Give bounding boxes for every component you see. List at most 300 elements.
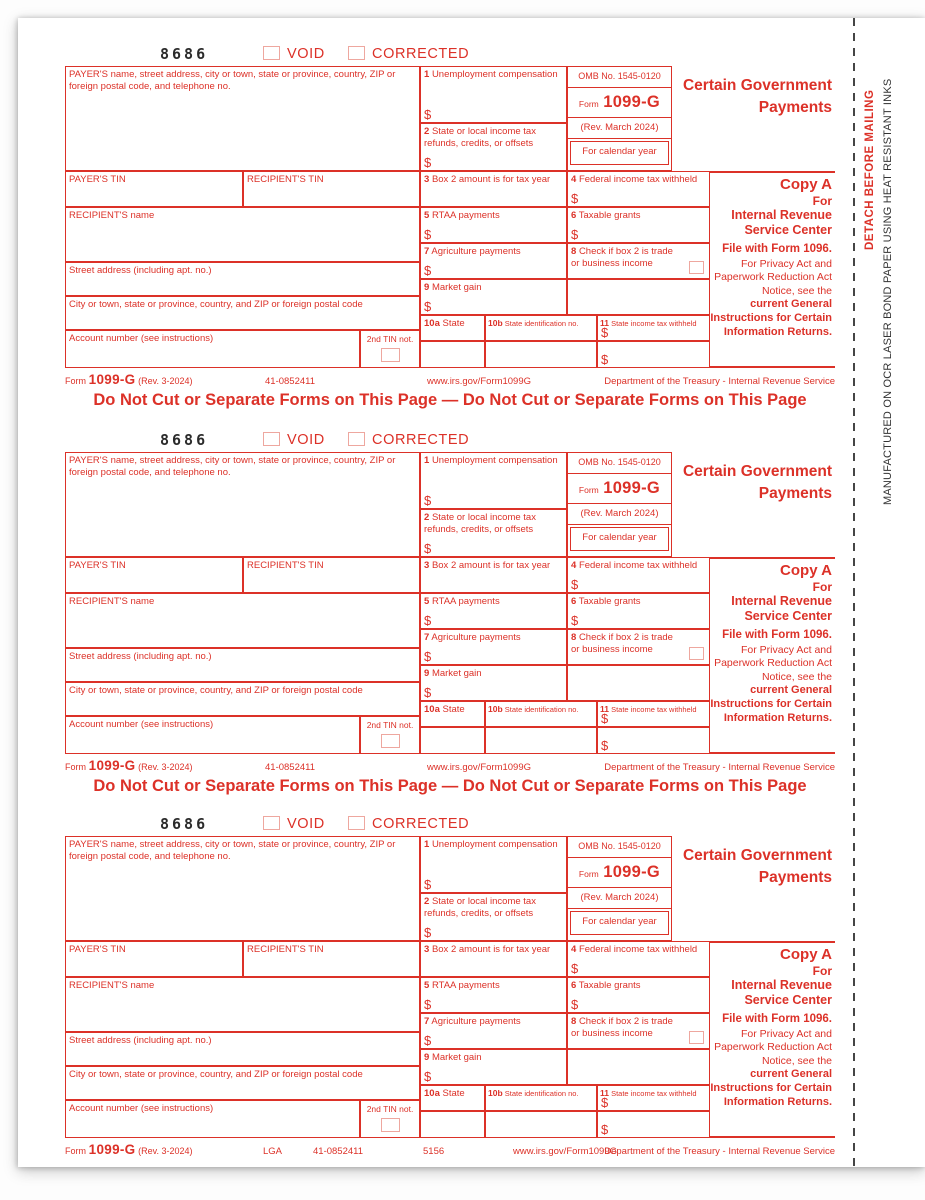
box-label: Federal income tax withheld — [578, 560, 698, 571]
form-grid — [65, 452, 835, 754]
form-title: Certain Government Payments — [682, 847, 832, 886]
box-10b-entry-cell — [485, 1111, 597, 1138]
calendar-year-box: For calendar year — [570, 141, 669, 165]
box-label-wrap — [421, 1014, 566, 1030]
box-num: 5 — [424, 596, 430, 607]
blank-cell — [567, 1049, 710, 1085]
box-3-tax-year — [420, 171, 567, 207]
box-label: State or local income tax refunds, credits, or offsets — [424, 512, 536, 535]
box-label: RTAA payments — [431, 980, 500, 991]
dollar-sign: $ — [601, 738, 609, 753]
corrected-label: CORRECTED — [372, 432, 470, 448]
payer-tin-box — [65, 557, 243, 593]
dollar-sign: $ — [601, 711, 609, 726]
box-label: State income tax withheld — [611, 1089, 697, 1098]
city-state-zip-box — [65, 682, 420, 716]
footer-revision: (Rev. 3-2024) — [138, 762, 193, 772]
box-label-wrap — [421, 1050, 566, 1066]
box-8-trade-business-income — [567, 1013, 710, 1049]
box-num: 2 — [424, 512, 430, 523]
box-label-wrap — [421, 453, 566, 469]
payer-tin-label: PAYER'S TIN — [69, 174, 126, 185]
box-10b-entry-cell — [485, 727, 597, 754]
box-label-wrap — [568, 942, 709, 958]
box-num: 4 — [571, 560, 577, 571]
box-num: 1 — [424, 455, 430, 466]
box-11-entry-cell — [597, 341, 710, 368]
dollar-sign: $ — [424, 493, 432, 508]
box-label-wrap — [486, 702, 596, 716]
box-num: 11 — [600, 318, 609, 328]
box-label: Box 2 amount is for tax year — [431, 944, 551, 955]
copy-a-block — [710, 941, 835, 1138]
ocr-form-code: 8686 — [160, 45, 209, 63]
recipient-tin-label: RECIPIENT'S TIN — [247, 560, 324, 571]
payer-info-label: PAYER'S name, street address, city or town, state or province, country, ZIP or foreign postal code, and telephone no. — [69, 839, 396, 862]
second-tin-box — [360, 1100, 420, 1138]
form-word: Form — [578, 869, 599, 879]
box-label-wrap — [568, 558, 709, 574]
form-number-block — [568, 88, 671, 118]
footer-control-number: 41-0852411 — [265, 376, 316, 387]
box-label: Unemployment compensation — [431, 455, 558, 466]
box-label-wrap — [421, 172, 566, 188]
box-10a-state — [420, 315, 485, 341]
dollar-sign: $ — [571, 577, 579, 592]
box-num: 7 — [424, 1016, 430, 1027]
copy-irs-center: Internal Revenue Service Center — [731, 978, 832, 1007]
form-1099g-copy-a — [65, 430, 835, 795]
second-tin-checkbox[interactable] — [381, 348, 400, 362]
box-label: Taxable grants — [578, 980, 641, 991]
corrected-checkbox[interactable] — [348, 46, 365, 60]
footer-form-number: 1099-G — [88, 1142, 136, 1157]
footer-form-id — [65, 372, 192, 387]
second-tin-box — [360, 716, 420, 754]
omb-block — [567, 66, 672, 171]
box-num: 10a — [424, 1088, 440, 1099]
box-10a-entry-cell — [420, 727, 485, 754]
box-10b-state-id — [485, 315, 597, 341]
payer-tin-box — [65, 941, 243, 977]
recipient-name-label: RECIPIENT'S name — [69, 980, 155, 991]
dollar-sign: $ — [424, 263, 432, 278]
box-num: 1 — [424, 69, 430, 80]
box-num: 10a — [424, 704, 440, 715]
footer-form-id — [65, 758, 192, 773]
recipient-name-box — [65, 207, 420, 262]
box-num: 3 — [424, 174, 430, 185]
footer-department: Department of the Treasury - Internal Revenue Service — [604, 376, 835, 387]
box-9-market-gain — [420, 665, 567, 701]
box-num: 3 — [424, 560, 430, 571]
account-number-box — [65, 1100, 360, 1138]
box-num: 10b — [488, 1088, 503, 1098]
dollar-sign: $ — [601, 325, 609, 340]
city-state-zip-box — [65, 296, 420, 330]
footer-form-id — [65, 1142, 192, 1157]
copy-a-title: Copy A — [780, 562, 832, 579]
ocr-form-code: 8686 — [160, 431, 209, 449]
footer-form-number: 1099-G — [88, 372, 136, 387]
box-8-checkbox[interactable] — [689, 261, 704, 274]
box-6-taxable-grants — [567, 977, 710, 1013]
void-field — [263, 431, 325, 449]
box-label: Box 2 amount is for tax year — [431, 174, 551, 185]
box-label-wrap — [598, 316, 709, 330]
box-4-federal-tax-withheld — [567, 171, 710, 207]
box-label-wrap — [421, 942, 566, 958]
box-label: Agriculture payments — [431, 1016, 521, 1027]
dollar-sign: $ — [424, 877, 432, 892]
box-label-wrap — [421, 702, 484, 718]
box-label-wrap — [421, 208, 566, 224]
corrected-checkbox[interactable] — [348, 432, 365, 446]
dollar-sign: $ — [424, 1033, 432, 1048]
footer-code: 5156 — [423, 1146, 445, 1157]
box-label: State identification no. — [504, 319, 579, 328]
dollar-sign: $ — [424, 685, 432, 700]
form-title: Certain Government Payments — [682, 77, 832, 116]
box-7-agriculture-payments — [420, 1013, 567, 1049]
box-8-trade-business-income — [567, 243, 710, 279]
box-7-agriculture-payments — [420, 629, 567, 665]
box-label: State identification no. — [504, 1089, 579, 1098]
box-10a-state — [420, 1085, 485, 1111]
form-header — [65, 814, 835, 836]
box-label: State — [442, 704, 465, 715]
box-label: State identification no. — [504, 705, 579, 714]
form-number-block — [568, 858, 671, 888]
copy-privacy-note: For Privacy Act and Paperwork Reduction Act Notice, see the — [714, 1028, 832, 1067]
box-label: RTAA payments — [431, 596, 500, 607]
footer-revision: (Rev. 3-2024) — [138, 376, 193, 386]
box-6-taxable-grants — [567, 207, 710, 243]
box-label-wrap — [421, 1086, 484, 1102]
copy-irs-center: Internal Revenue Service Center — [731, 208, 832, 237]
corrected-label: CORRECTED — [372, 46, 470, 62]
box-label: Unemployment compensation — [431, 839, 558, 850]
dollar-sign: $ — [571, 613, 579, 628]
form-grid — [65, 836, 835, 1138]
do-not-cut-separator: Do Not Cut or Separate Forms on This Page — Do Not Cut or Separate Forms on This Page — [93, 391, 807, 409]
calendar-year-box: For calendar year — [570, 911, 669, 935]
dollar-sign: $ — [601, 352, 609, 367]
footer-revision: (Rev. 3-2024) — [138, 1146, 193, 1156]
calendar-year-box: For calendar year — [570, 527, 669, 551]
box-label: Agriculture payments — [431, 632, 521, 643]
box-9-market-gain — [420, 1049, 567, 1085]
box-label: Unemployment compensation — [431, 69, 558, 80]
box-label-wrap — [421, 244, 566, 260]
account-number-label: Account number (see instructions) — [69, 719, 214, 730]
box-4-federal-tax-withheld — [567, 557, 710, 593]
dollar-sign: $ — [424, 649, 432, 664]
second-tin-label: 2nd TIN not. — [366, 1104, 414, 1114]
box-label-wrap — [568, 172, 709, 188]
box-num: 8 — [571, 1016, 577, 1027]
footer-form-number: 1099-G — [88, 758, 136, 773]
box-num: 9 — [424, 668, 430, 679]
street-address-label: Street address (including apt. no.) — [69, 1035, 212, 1046]
corrected-field — [348, 431, 469, 449]
box-7-agriculture-payments — [420, 243, 567, 279]
box-label: State income tax withheld — [611, 319, 697, 328]
box-8-checkbox[interactable] — [689, 1031, 704, 1044]
box-2-state-local-refunds — [420, 123, 567, 171]
box-num: 7 — [424, 632, 430, 643]
footer-department: Department of the Treasury - Internal Revenue Service — [604, 1146, 835, 1157]
box-label: Market gain — [431, 668, 482, 679]
payer-info-label: PAYER'S name, street address, city or town, state or province, country, ZIP or foreign postal code, and telephone no. — [69, 69, 396, 92]
city-state-zip-label: City or town, state or province, country, and ZIP or foreign postal code — [69, 299, 363, 310]
dollar-sign: $ — [424, 997, 432, 1012]
void-label: VOID — [287, 816, 325, 832]
box-label: State — [442, 318, 465, 329]
box-label-wrap — [568, 630, 709, 657]
box-10a-entry-cell — [420, 341, 485, 368]
corrected-label: CORRECTED — [372, 816, 470, 832]
box-num: 11 — [600, 1088, 609, 1098]
footer-irs-url: www.irs.gov/Form1099G — [427, 762, 532, 773]
second-tin-box — [360, 330, 420, 368]
box-10b-state-id — [485, 701, 597, 727]
box-label-wrap — [421, 510, 566, 537]
box-label-wrap — [568, 208, 709, 224]
payer-tin-label: PAYER'S TIN — [69, 560, 126, 571]
box-10a-entry-cell — [420, 1111, 485, 1138]
recipient-name-label: RECIPIENT'S name — [69, 596, 155, 607]
omb-number: OMB No. 1545-0120 — [568, 67, 671, 88]
box-label-wrap — [421, 280, 566, 296]
box-label: Check if box 2 is trade or business income — [571, 246, 673, 269]
box-label-wrap — [486, 1086, 596, 1100]
box-label-wrap — [421, 558, 566, 574]
box-label-wrap — [598, 702, 709, 716]
box-label: Agriculture payments — [431, 246, 521, 257]
box-num: 1 — [424, 839, 430, 850]
city-state-zip-box — [65, 1066, 420, 1100]
account-number-box — [65, 330, 360, 368]
city-state-zip-label: City or town, state or province, country, and ZIP or foreign postal code — [69, 1069, 363, 1080]
box-label-wrap — [421, 894, 566, 921]
revision-label: (Rev. March 2024) — [568, 888, 671, 909]
box-label-wrap — [568, 244, 709, 271]
dollar-sign: $ — [571, 191, 579, 206]
revision-label: (Rev. March 2024) — [568, 504, 671, 525]
street-address-box — [65, 262, 420, 296]
dollar-sign: $ — [424, 613, 432, 628]
copy-a-title: Copy A — [780, 946, 832, 963]
box-label-wrap — [421, 67, 566, 83]
account-number-label: Account number (see instructions) — [69, 1103, 214, 1114]
recipient-tin-box — [243, 557, 420, 593]
box-num: 8 — [571, 246, 577, 257]
box-10a-state — [420, 701, 485, 727]
dollar-sign: $ — [571, 227, 579, 242]
box-11-state-tax-withheld — [597, 701, 710, 727]
box-num: 10a — [424, 318, 440, 329]
revision-label: (Rev. March 2024) — [568, 118, 671, 139]
box-label: State or local income tax refunds, credits, or offsets — [424, 896, 536, 919]
recipient-name-label: RECIPIENT'S name — [69, 210, 155, 221]
recipient-name-box — [65, 977, 420, 1032]
city-state-zip-label: City or town, state or province, country, and ZIP or foreign postal code — [69, 685, 363, 696]
omb-block — [567, 452, 672, 557]
box-2-state-local-refunds — [420, 893, 567, 941]
street-address-box — [65, 648, 420, 682]
corrected-field — [348, 815, 469, 833]
void-checkbox[interactable] — [263, 432, 280, 446]
box-label: Box 2 amount is for tax year — [431, 560, 551, 571]
omb-block — [567, 836, 672, 941]
detach-before-mailing-note: DETACH BEFORE MAILING — [864, 89, 876, 250]
second-tin-checkbox[interactable] — [381, 734, 400, 748]
void-checkbox[interactable] — [263, 816, 280, 830]
box-11-entry-cell — [597, 1111, 710, 1138]
box-5-rtaa-payments — [420, 207, 567, 243]
box-label-wrap — [421, 666, 566, 682]
box-1-unemployment-compensation — [420, 66, 567, 123]
box-label: Federal income tax withheld — [578, 944, 698, 955]
recipient-name-box — [65, 593, 420, 648]
copy-a-block — [710, 171, 835, 368]
dollar-sign: $ — [424, 541, 432, 556]
void-field — [263, 815, 325, 833]
box-10b-state-id — [485, 1085, 597, 1111]
box-num: 5 — [424, 980, 430, 991]
box-11-state-tax-withheld — [597, 1085, 710, 1111]
second-tin-checkbox[interactable] — [381, 1118, 400, 1132]
payer-info-box — [65, 836, 420, 941]
box-num: 10b — [488, 318, 503, 328]
copy-for: For — [812, 194, 832, 208]
box-num: 3 — [424, 944, 430, 955]
void-label: VOID — [287, 46, 325, 62]
copy-privacy-note: For Privacy Act and Paperwork Reduction Act Notice, see the — [714, 644, 832, 683]
box-1-unemployment-compensation — [420, 452, 567, 509]
box-label: Federal income tax withheld — [578, 174, 698, 185]
perforation-line — [853, 18, 855, 1167]
copy-general-instructions: current General Instructions for Certain Information Returns. — [710, 683, 832, 724]
void-checkbox[interactable] — [263, 46, 280, 60]
box-num: 8 — [571, 632, 577, 643]
box-num: 9 — [424, 282, 430, 293]
dollar-sign: $ — [601, 1122, 609, 1137]
box-3-tax-year — [420, 941, 567, 977]
copy-a-title: Copy A — [780, 176, 832, 193]
footer-form-word: Form — [65, 376, 86, 386]
paper-sheet — [18, 18, 925, 1167]
form-title: Certain Government Payments — [682, 463, 832, 502]
payer-info-label: PAYER'S name, street address, city or town, state or province, country, ZIP or foreign postal code, and telephone no. — [69, 455, 396, 478]
box-label: Taxable grants — [578, 596, 641, 607]
box-9-market-gain — [420, 279, 567, 315]
copy-file-with: File with Form 1096. — [722, 1013, 832, 1025]
footer-department: Department of the Treasury - Internal Revenue Service — [604, 762, 835, 773]
box-5-rtaa-payments — [420, 593, 567, 629]
box-num: 7 — [424, 246, 430, 257]
box-num: 5 — [424, 210, 430, 221]
box-label-wrap — [568, 978, 709, 994]
box-label: Taxable grants — [578, 210, 641, 221]
copy-general-instructions: current General Instructions for Certain Information Returns. — [710, 1067, 832, 1108]
footer-lga: LGA — [263, 1146, 283, 1157]
box-label-wrap — [568, 1014, 709, 1041]
account-number-label: Account number (see instructions) — [69, 333, 214, 344]
form-grid — [65, 66, 835, 368]
box-num: 6 — [571, 980, 577, 991]
dollar-sign: $ — [424, 925, 432, 940]
second-tin-label: 2nd TIN not. — [366, 334, 414, 344]
payer-tin-label: PAYER'S TIN — [69, 944, 126, 955]
form-number: 1099-G — [603, 479, 661, 497]
box-label-wrap — [568, 594, 709, 610]
box-num: 6 — [571, 596, 577, 607]
dollar-sign: $ — [571, 997, 579, 1012]
box-label: State — [442, 1088, 465, 1099]
form-footer — [65, 758, 835, 776]
footer-control-number: 41-0852411 — [313, 1146, 364, 1157]
void-field — [263, 45, 325, 63]
dollar-sign: $ — [424, 107, 432, 122]
copy-irs-center: Internal Revenue Service Center — [731, 594, 832, 623]
blank-cell — [567, 665, 710, 701]
box-label: State or local income tax refunds, credits, or offsets — [424, 126, 536, 149]
corrected-checkbox[interactable] — [348, 816, 365, 830]
form-number: 1099-G — [603, 863, 661, 881]
box-num: 2 — [424, 896, 430, 907]
box-label-wrap — [421, 316, 484, 332]
box-label-wrap — [421, 978, 566, 994]
void-label: VOID — [287, 432, 325, 448]
box-8-trade-business-income — [567, 629, 710, 665]
omb-number: OMB No. 1545-0120 — [568, 453, 671, 474]
box-label: Check if box 2 is trade or business income — [571, 1016, 673, 1039]
dollar-sign: $ — [424, 1069, 432, 1084]
form-word: Form — [578, 99, 599, 109]
box-label: Market gain — [431, 282, 482, 293]
form-header — [65, 430, 835, 452]
box-label: Market gain — [431, 1052, 482, 1063]
box-10b-entry-cell — [485, 341, 597, 368]
do-not-cut-separator: Do Not Cut or Separate Forms on This Page — Do Not Cut or Separate Forms on This Page — [93, 777, 807, 795]
form-header — [65, 44, 835, 66]
street-address-label: Street address (including apt. no.) — [69, 651, 212, 662]
box-label: State income tax withheld — [611, 705, 697, 714]
box-num: 11 — [600, 704, 609, 714]
omb-number: OMB No. 1545-0120 — [568, 837, 671, 858]
box-label-wrap — [421, 594, 566, 610]
ocr-form-code: 8686 — [160, 815, 209, 833]
copy-privacy-note: For Privacy Act and Paperwork Reduction Act Notice, see the — [714, 258, 832, 297]
footer-irs-url: www.irs.gov/Form1099G — [513, 1146, 618, 1157]
second-tin-label: 2nd TIN not. — [366, 720, 414, 730]
box-label-wrap — [486, 316, 596, 330]
payer-tin-box — [65, 171, 243, 207]
box-4-federal-tax-withheld — [567, 941, 710, 977]
box-num: 10b — [488, 704, 503, 714]
footer-form-word: Form — [65, 762, 86, 772]
box-label-wrap — [421, 124, 566, 151]
form-1099g-copy-a — [65, 44, 835, 409]
box-8-checkbox[interactable] — [689, 647, 704, 660]
box-num: 4 — [571, 944, 577, 955]
box-num: 2 — [424, 126, 430, 137]
box-5-rtaa-payments — [420, 977, 567, 1013]
form-word: Form — [578, 485, 599, 495]
copy-file-with: File with Form 1096. — [722, 629, 832, 641]
